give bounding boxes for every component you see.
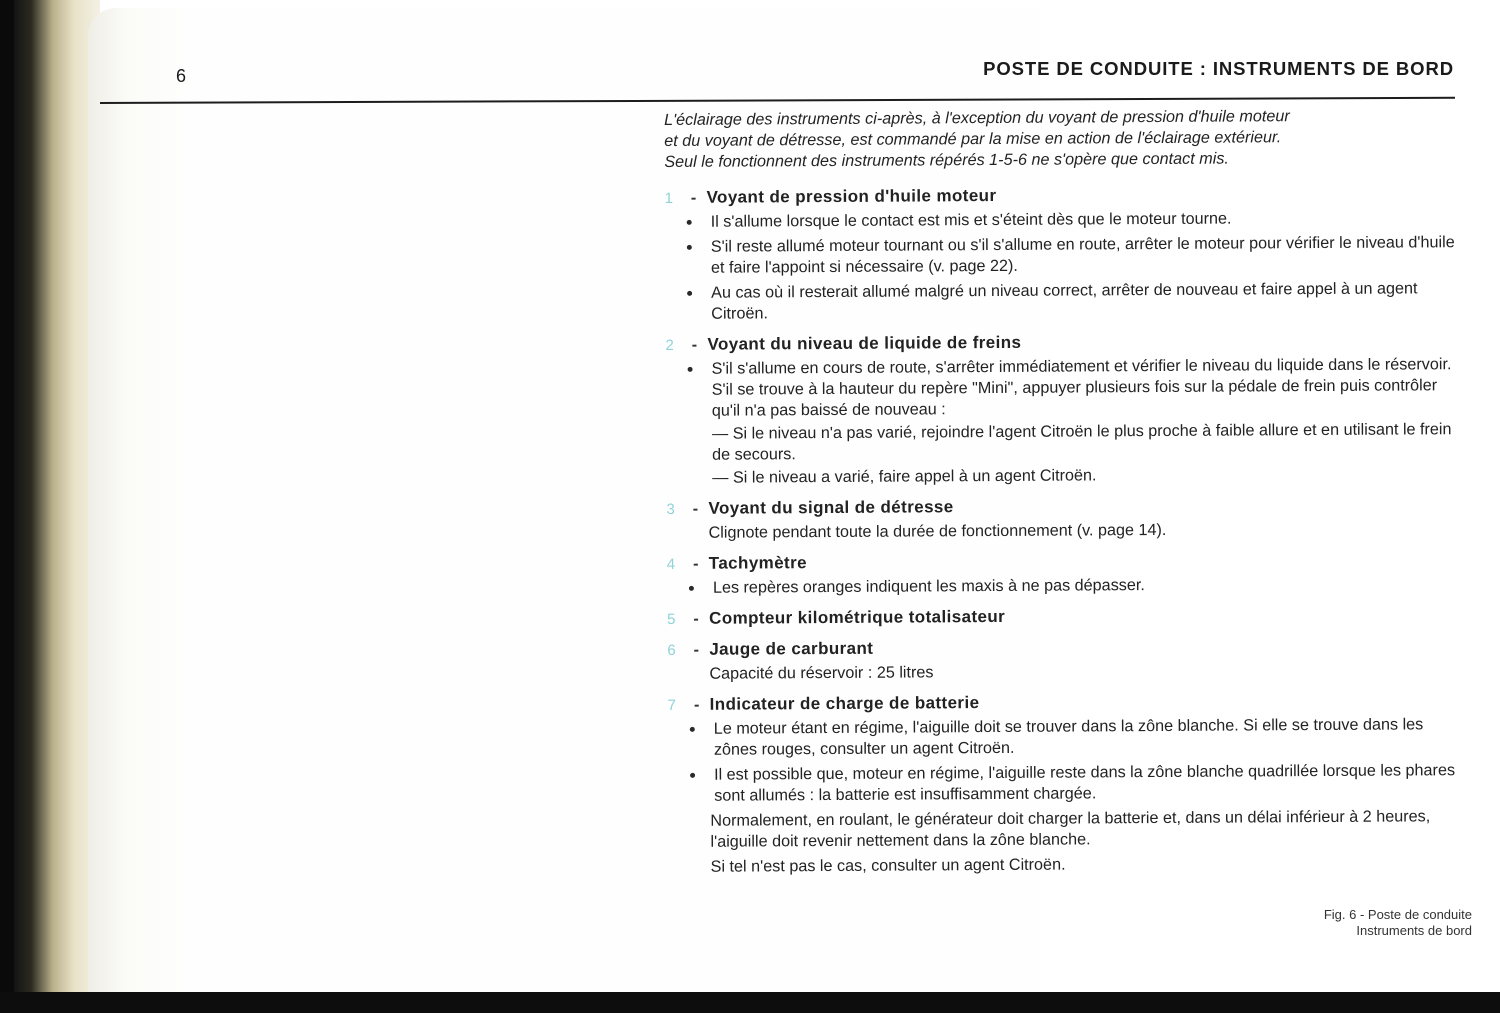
intro-line: L'éclairage des instruments ci-après, à l'exception du voyant de pression d'huile moteur xyxy=(664,107,1290,129)
item-heading xyxy=(667,603,1459,630)
item-heading xyxy=(668,689,1460,716)
item-body xyxy=(707,207,1458,325)
caption-line: Fig. 6 - Poste de conduite xyxy=(1323,907,1472,922)
item-dash: - xyxy=(693,609,699,628)
book-binding-left xyxy=(0,0,14,1013)
instrument-item-2 xyxy=(665,329,1458,489)
instrument-item-1 xyxy=(664,182,1457,325)
instrument-item-4 xyxy=(667,548,1459,599)
item-heading xyxy=(665,329,1457,356)
instrument-list xyxy=(664,182,1460,878)
page-number: 6 xyxy=(176,66,187,86)
item-title: Jauge de carburant xyxy=(709,638,874,659)
item-dash: - xyxy=(692,499,699,518)
bullet-text: S'il s'allume en cours de route, s'arrêter immédiatement et vérifier le niveau du liquide dans le réservoir. S'il se trouve à la hauteur du repère "Mini", appuyer plusieurs fois sur la pédale de frein puis contrôler qu'il n'a pas baissé de nouveau : xyxy=(711,355,1452,420)
item-dash: - xyxy=(693,695,700,714)
bullet-item xyxy=(708,354,1459,489)
item-dash: - xyxy=(693,554,699,573)
bullet-text: Le moteur étant en régime, l'aiguille doit se trouver dans la zône blanche. Si elle se trouve dans les zônes rouges, consulter un agent Citroën. xyxy=(713,715,1424,759)
instrument-item-3 xyxy=(666,493,1458,544)
bullet-text: Les repères oranges indiquent les maxis à ne pas dépasser. xyxy=(712,576,1145,597)
item-title: Voyant de pression d'huile moteur xyxy=(706,185,997,207)
instrument-item-6 xyxy=(667,634,1459,685)
item-dash: - xyxy=(690,188,697,207)
caption-line: Instruments de bord xyxy=(1356,923,1472,938)
bullet-item xyxy=(707,232,1457,279)
item-title: Voyant du niveau de liquide de freins xyxy=(707,332,1022,354)
intro-line: et du voyant de détresse, est commandé par la mise en action de l'éclairage extérieur. xyxy=(664,128,1282,150)
item-paragraph: Capacité du réservoir : 25 litres xyxy=(709,663,934,683)
bullet-text: S'il reste allumé moteur tournant ou s'il s'allume en route, arrêter le moteur pour vérifier le niveau d'huile et faire l'appoint si nécessaire (v. page 22). xyxy=(710,233,1455,277)
item-number: 3 xyxy=(666,500,675,518)
bullet-item xyxy=(707,278,1457,325)
bullet-item xyxy=(710,714,1460,761)
item-heading xyxy=(667,548,1459,575)
item-title: Indicateur de charge de batterie xyxy=(709,693,980,714)
item-number: 6 xyxy=(667,641,676,659)
intro-line: Seul le fonctionnent des instruments répérés 1-5-6 ne s'opère que contact mis. xyxy=(664,149,1229,171)
item-number: 4 xyxy=(666,555,676,573)
item-dash: - xyxy=(693,640,700,659)
page-content xyxy=(664,105,1461,887)
bullet-text: Au cas où il resterait allumé malgré un niveau correct, arrêter de nouveau et faire appel à un agent Citroën. xyxy=(711,279,1418,323)
item-heading xyxy=(664,182,1456,209)
item-number: 5 xyxy=(667,610,676,628)
running-title: POSTE DE CONDUITE : INSTRUMENTS DE BORD xyxy=(983,58,1454,79)
item-paragraph: Si tel n'est pas le cas, consulter un agent Citroën. xyxy=(710,855,1066,876)
item-dash: - xyxy=(691,335,698,354)
item-body xyxy=(710,714,1461,878)
intro-paragraph xyxy=(664,105,1456,173)
bullet-item xyxy=(709,573,1459,599)
item-heading xyxy=(667,634,1459,661)
item-heading xyxy=(666,493,1458,520)
bullet-item xyxy=(710,760,1460,807)
item-title: Voyant du signal de détresse xyxy=(708,497,954,518)
figure-caption xyxy=(1324,907,1472,939)
item-body xyxy=(709,573,1459,599)
item-body xyxy=(709,518,1459,544)
item-number: 2 xyxy=(665,336,674,354)
bullet-text: Il s'allume lorsque le contact est mis et s'éteint dès que le moteur tourne. xyxy=(710,209,1232,231)
item-paragraph: Normalement, en roulant, le générateur doit charger la batterie et, dans un délai inférieur à 2 heures, l'aiguille doit revenir nettement dans la zône blanche. xyxy=(710,807,1431,851)
item-paragraph: Clignote pendant toute la durée de fonctionnement (v. page 14). xyxy=(708,520,1167,542)
sub-item: — Si le niveau n'a pas varié, rejoindre l'agent Citroën le plus proche à faible allure et en utilisant le frein de secours. xyxy=(711,420,1452,464)
item-number: 1 xyxy=(664,189,673,207)
item-body xyxy=(708,354,1459,489)
item-title: Compteur kilométrique totalisateur xyxy=(709,606,1006,628)
instrument-item-5 xyxy=(667,603,1459,630)
item-title: Tachymètre xyxy=(708,553,808,573)
item-number: 7 xyxy=(667,696,677,714)
sub-item: — Si le niveau a varié, faire appel à un agent Citroën. xyxy=(712,466,1097,487)
book-binding-bottom xyxy=(0,992,1500,1013)
item-body xyxy=(709,659,1459,685)
bullet-item xyxy=(707,207,1457,233)
bullet-text: Il est possible que, moteur en régime, l'aiguille reste dans la zône blanche quadrillée lorsque les phares sont allumés : la batterie est insuffisamment chargée. xyxy=(714,761,1456,805)
instrument-item-7 xyxy=(668,689,1461,878)
